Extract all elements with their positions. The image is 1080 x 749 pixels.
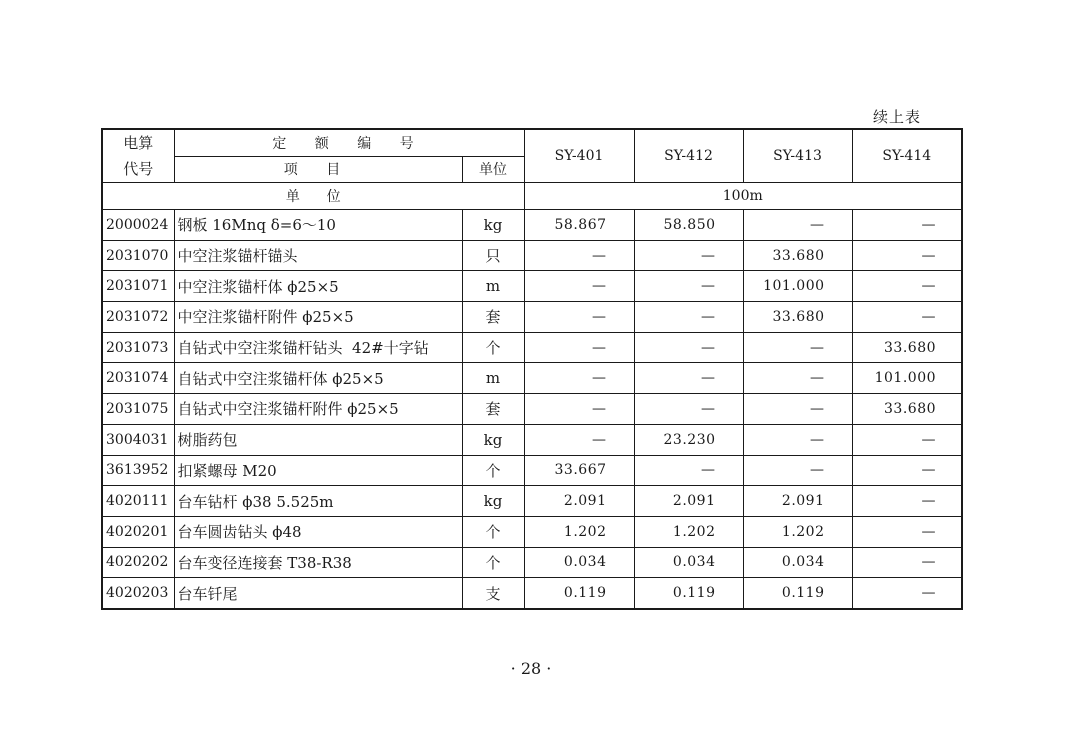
row-value-1: —	[524, 302, 634, 333]
row-code: 3613952	[102, 455, 174, 486]
row-unit: 套	[462, 302, 524, 333]
row-value-4: —	[852, 240, 962, 271]
row-value-4: —	[852, 210, 962, 241]
row-value-4: —	[852, 486, 962, 517]
row-unit: kg	[462, 424, 524, 455]
row-value-3: 2.091	[743, 486, 852, 517]
row-value-2: 23.230	[634, 424, 743, 455]
row-value-2: 0.034	[634, 547, 743, 578]
row-unit: 个	[462, 516, 524, 547]
row-item: 自钻式中空注浆锚杆钻头 42#十字钻	[174, 332, 462, 363]
row-item: 树脂药包	[174, 424, 462, 455]
row-value-4: —	[852, 455, 962, 486]
unit-row-label: 单 位	[102, 183, 524, 210]
table-row	[102, 271, 962, 302]
page-number: · 28 ·	[510, 659, 552, 678]
row-value-2: 58.850	[634, 210, 743, 241]
row-item: 中空注浆锚杆附件 ϕ25×5	[174, 302, 462, 333]
row-item: 中空注浆锚杆体 ϕ25×5	[174, 271, 462, 302]
table-row	[102, 547, 962, 578]
column-header-1: SY-401	[524, 129, 634, 183]
row-value-1: —	[524, 394, 634, 425]
row-value-4: 101.000	[852, 363, 962, 394]
header-row-unit	[102, 183, 962, 210]
table-row	[102, 394, 962, 425]
quota-table	[101, 128, 963, 610]
row-unit: 个	[462, 332, 524, 363]
row-code: 2031075	[102, 394, 174, 425]
row-value-3: —	[743, 210, 852, 241]
row-value-2: —	[634, 302, 743, 333]
row-unit: kg	[462, 486, 524, 517]
row-unit: kg	[462, 210, 524, 241]
row-unit: m	[462, 363, 524, 394]
row-code: 4020203	[102, 578, 174, 609]
row-value-4: —	[852, 424, 962, 455]
row-item: 钢板 16Mnq δ=6～10	[174, 210, 462, 241]
table-body	[102, 210, 962, 609]
row-code: 2031073	[102, 332, 174, 363]
code-column-header	[102, 129, 174, 183]
row-value-2: —	[634, 271, 743, 302]
row-value-1: 33.667	[524, 455, 634, 486]
row-value-1: 58.867	[524, 210, 634, 241]
row-unit: 套	[462, 394, 524, 425]
row-code: 4020202	[102, 547, 174, 578]
row-code: 4020201	[102, 516, 174, 547]
row-code: 2031071	[102, 271, 174, 302]
table-row	[102, 486, 962, 517]
row-value-2: —	[634, 363, 743, 394]
row-value-3: 0.119	[743, 578, 852, 609]
row-code: 4020111	[102, 486, 174, 517]
row-unit: m	[462, 271, 524, 302]
table-row	[102, 455, 962, 486]
row-value-4: —	[852, 271, 962, 302]
row-value-4: 33.680	[852, 332, 962, 363]
row-value-3: —	[743, 363, 852, 394]
row-value-3: 1.202	[743, 516, 852, 547]
table-row	[102, 240, 962, 271]
row-value-4: 33.680	[852, 394, 962, 425]
quota-number-header: 定 额 编 号	[174, 129, 524, 156]
code-header-line-2: 代号	[123, 160, 154, 178]
row-item: 台车钎尾	[174, 578, 462, 609]
column-header-3: SY-413	[743, 129, 852, 183]
row-value-1: —	[524, 363, 634, 394]
table-row	[102, 302, 962, 333]
row-unit: 只	[462, 240, 524, 271]
row-value-1: 1.202	[524, 516, 634, 547]
row-value-3: —	[743, 424, 852, 455]
column-header-4: SY-414	[852, 129, 962, 183]
table-row	[102, 516, 962, 547]
row-item: 扣紧螺母 M20	[174, 455, 462, 486]
row-value-2: 2.091	[634, 486, 743, 517]
row-value-1: —	[524, 240, 634, 271]
row-value-2: —	[634, 455, 743, 486]
row-value-2: —	[634, 394, 743, 425]
row-code: 2000024	[102, 210, 174, 241]
row-value-1: 0.034	[524, 547, 634, 578]
row-value-2: —	[634, 332, 743, 363]
row-value-1: —	[524, 424, 634, 455]
row-value-3: —	[743, 455, 852, 486]
row-value-3: 33.680	[743, 240, 852, 271]
row-value-1: 2.091	[524, 486, 634, 517]
row-value-2: 1.202	[634, 516, 743, 547]
table-row	[102, 578, 962, 609]
header-row-quota	[102, 129, 962, 156]
row-code: 2031074	[102, 363, 174, 394]
row-item: 台车圆齿钻头 ϕ48	[174, 516, 462, 547]
row-unit: 个	[462, 547, 524, 578]
code-header-line-1: 电算	[123, 134, 154, 152]
row-code: 2031070	[102, 240, 174, 271]
unit-row-value: 100m	[524, 183, 962, 210]
item-header: 项 目	[174, 156, 462, 183]
row-item: 自钻式中空注浆锚杆体 ϕ25×5	[174, 363, 462, 394]
row-value-4: —	[852, 578, 962, 609]
row-value-3: 0.034	[743, 547, 852, 578]
row-value-2: 0.119	[634, 578, 743, 609]
row-item: 中空注浆锚杆锚头	[174, 240, 462, 271]
row-value-3: —	[743, 394, 852, 425]
row-value-4: —	[852, 516, 962, 547]
column-header-2: SY-412	[634, 129, 743, 183]
row-value-3: 33.680	[743, 302, 852, 333]
row-value-3: —	[743, 332, 852, 363]
row-unit: 个	[462, 455, 524, 486]
row-value-1: —	[524, 271, 634, 302]
table-row	[102, 210, 962, 241]
row-code: 3004031	[102, 424, 174, 455]
row-value-1: 0.119	[524, 578, 634, 609]
row-item: 台车钻杆 ϕ38 5.525m	[174, 486, 462, 517]
continued-table-label: 续上表	[873, 108, 922, 126]
row-item: 台车变径连接套 T38-R38	[174, 547, 462, 578]
row-value-4: —	[852, 547, 962, 578]
table-row	[102, 332, 962, 363]
unit-header: 单位	[462, 156, 524, 183]
row-value-1: —	[524, 332, 634, 363]
row-item: 自钻式中空注浆锚杆附件 ϕ25×5	[174, 394, 462, 425]
row-unit: 支	[462, 578, 524, 609]
row-value-2: —	[634, 240, 743, 271]
row-value-4: —	[852, 302, 962, 333]
row-value-3: 101.000	[743, 271, 852, 302]
table-row	[102, 363, 962, 394]
row-code: 2031072	[102, 302, 174, 333]
table-row	[102, 424, 962, 455]
